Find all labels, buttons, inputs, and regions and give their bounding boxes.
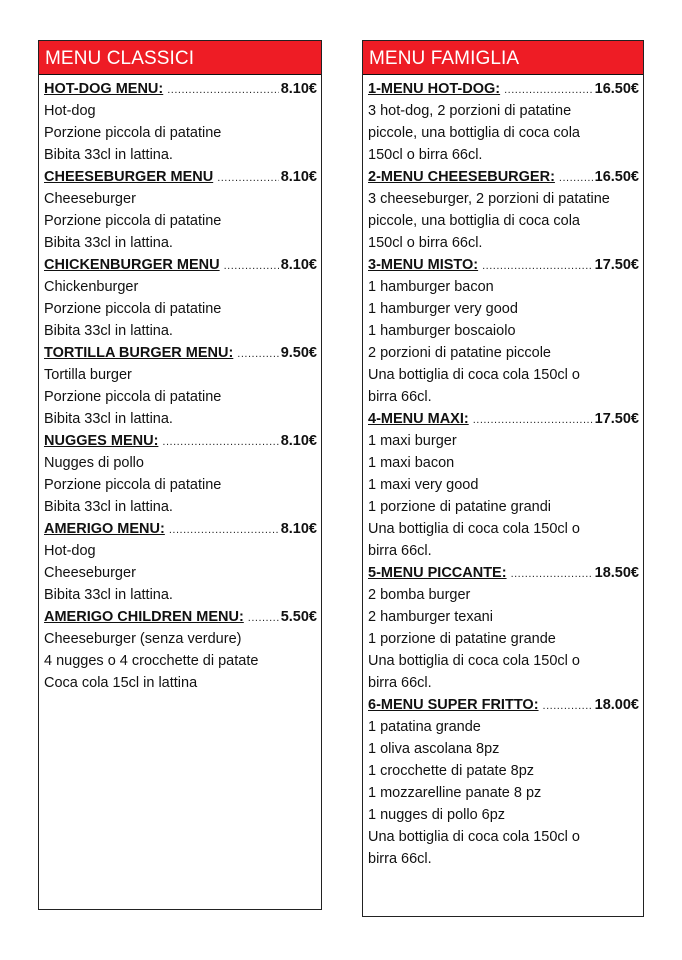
- menu-item-title: [368, 254, 639, 276]
- menu-item-price: 17.50€: [594, 411, 639, 427]
- menu-item-description: birra 66cl.: [368, 543, 432, 559]
- menu-item: [44, 342, 317, 430]
- menu-item-description: Bibita 33cl in lattina.: [44, 147, 173, 163]
- menu-item-description: Bibita 33cl in lattina.: [44, 411, 173, 427]
- menu-item: [368, 254, 639, 408]
- dot-leader: [162, 431, 278, 453]
- menu-item-description: Una bottiglia di coca cola 150cl o: [368, 653, 580, 669]
- menu-item-title: [44, 166, 317, 188]
- menu-item-price: 9.50€: [280, 345, 317, 361]
- menu-item: [368, 78, 639, 166]
- menu-item-description: Chickenburger: [44, 279, 139, 295]
- menu-item-name: 6-MENU SUPER FRITTO:: [368, 697, 539, 713]
- menu-item-name: AMERIGO MENU:: [44, 521, 165, 537]
- menu-item-price: 18.00€: [594, 697, 639, 713]
- menu-classici-header: MENU CLASSICI: [39, 41, 321, 75]
- menu-item-name: NUGGES MENU:: [44, 433, 159, 449]
- dot-leader: [482, 255, 593, 277]
- menu-item-description: 1 patatina grande: [368, 719, 481, 735]
- menu-item-name: 1-MENU HOT-DOG:: [368, 81, 501, 97]
- menu-item-description: 1 hamburger very good: [368, 301, 518, 317]
- menu-item-description: 2 porzioni di patatine piccole: [368, 345, 551, 361]
- menu-item-description: 4 nugges o 4 crocchette di patate: [44, 653, 259, 669]
- menu-item-name: 5-MENU PICCANTE:: [368, 565, 507, 581]
- menu-item-title: [368, 78, 639, 100]
- menu-item-description: Hot-dog: [44, 543, 96, 559]
- menu-item-title: [44, 518, 317, 540]
- menu-item-price: 18.50€: [594, 565, 639, 581]
- menu-item-description: 150cl o birra 66cl.: [368, 235, 483, 251]
- menu-item-title: [44, 254, 317, 276]
- menu-item-title: [44, 78, 317, 100]
- menu-item-price: 17.50€: [594, 257, 639, 273]
- menu-item: [368, 166, 639, 254]
- dot-leader: [237, 343, 278, 365]
- menu-item-description: 1 hamburger boscaiolo: [368, 323, 516, 339]
- menu-item-description: Bibita 33cl in lattina.: [44, 587, 173, 603]
- dot-leader: [169, 519, 279, 541]
- menu-item-name: 3-MENU MISTO:: [368, 257, 479, 273]
- menu-item-description: 1 hamburger bacon: [368, 279, 494, 295]
- menu-item-title: [368, 562, 639, 584]
- menu-item-description: 1 porzione di patatine grandi: [368, 499, 551, 515]
- menu-item-description: 1 maxi burger: [368, 433, 457, 449]
- menu-item-description: Porzione piccola di patatine: [44, 301, 222, 317]
- menu-item-description: 1 crocchette di patate 8pz: [368, 763, 535, 779]
- menu-item-title: [368, 694, 639, 716]
- menu-item: [368, 694, 639, 870]
- menu-item-description: 1 mozzarelline panate 8 pz: [368, 785, 542, 801]
- menu-item-description: Bibita 33cl in lattina.: [44, 235, 173, 251]
- menu-item-description: Una bottiglia di coca cola 150cl o: [368, 829, 580, 845]
- menu-famiglia-list: [363, 75, 643, 870]
- menu-item-title: [44, 342, 317, 364]
- menu-item-description: Hot-dog: [44, 103, 96, 119]
- menu-famiglia-panel: [362, 40, 644, 917]
- menu-item: [368, 562, 639, 694]
- menu-item-price: 5.50€: [280, 609, 317, 625]
- menu-item-description: Una bottiglia di coca cola 150cl o: [368, 521, 580, 537]
- menu-item-name: 4-MENU MAXI:: [368, 411, 469, 427]
- menu-item-name: CHEESEBURGER MENU: [44, 169, 214, 185]
- menu-item-description: 2 hamburger texani: [368, 609, 493, 625]
- menu-item-name: AMERIGO CHILDREN MENU:: [44, 609, 244, 625]
- menu-item-description: Una bottiglia di coca cola 150cl o: [368, 367, 580, 383]
- menu-item: [44, 606, 317, 694]
- menu-classici-panel: [38, 40, 322, 910]
- menu-item-description: 1 porzione di patatine grande: [368, 631, 556, 647]
- menu-item-description: 3 cheeseburger, 2 porzioni di patatine: [368, 191, 610, 207]
- dot-leader: [473, 409, 593, 431]
- menu-item-price: 8.10€: [280, 433, 317, 449]
- menu-item-description: 1 maxi bacon: [368, 455, 455, 471]
- menu-item-price: 16.50€: [594, 169, 639, 185]
- menu-item-description: 2 bomba burger: [368, 587, 471, 603]
- menu-item-description: Cheeseburger (senza verdure): [44, 631, 242, 647]
- menu-item: [44, 78, 317, 166]
- menu-item: [44, 518, 317, 606]
- menu-item: [44, 166, 317, 254]
- menu-item: [44, 254, 317, 342]
- menu-item-price: 8.10€: [280, 521, 317, 537]
- menu-item-title: [368, 166, 639, 188]
- menu-item: [368, 408, 639, 562]
- menu-item-description: Tortilla burger: [44, 367, 132, 383]
- menu-item-description: Porzione piccola di patatine: [44, 213, 222, 229]
- menu-item-description: 150cl o birra 66cl.: [368, 147, 483, 163]
- menu-item-description: birra 66cl.: [368, 851, 432, 867]
- menu-item-description: Cheeseburger: [44, 191, 136, 207]
- menu-item-title: [44, 606, 317, 628]
- dot-leader: [217, 167, 279, 189]
- menu-famiglia-header: MENU FAMIGLIA: [363, 41, 643, 75]
- menu-item-description: 1 oliva ascolana 8pz: [368, 741, 500, 757]
- dot-leader: [543, 695, 593, 717]
- menu-item-description: 3 hot-dog, 2 porzioni di patatine: [368, 103, 572, 119]
- menu-item-price: 8.10€: [280, 169, 317, 185]
- menu-item-description: 1 nugges di pollo 6pz: [368, 807, 506, 823]
- menu-item-description: Cheeseburger: [44, 565, 136, 581]
- menu-item-description: birra 66cl.: [368, 675, 432, 691]
- menu-item-description: Bibita 33cl in lattina.: [44, 323, 173, 339]
- menu-item-name: TORTILLA BURGER MENU:: [44, 345, 234, 361]
- dot-leader: [511, 563, 593, 585]
- menu-item-title: [368, 408, 639, 430]
- menu-item-name: HOT-DOG MENU:: [44, 81, 164, 97]
- menu-item: [44, 430, 317, 518]
- menu-item-description: Bibita 33cl in lattina.: [44, 499, 173, 515]
- menu-item-price: 8.10€: [280, 257, 317, 273]
- menu-item-description: Porzione piccola di patatine: [44, 477, 222, 493]
- menu-item-description: Nugges di pollo: [44, 455, 144, 471]
- menu-item-description: Porzione piccola di patatine: [44, 125, 222, 141]
- dot-leader: [167, 79, 278, 101]
- dot-leader: [248, 607, 279, 629]
- menu-classici-list: [39, 75, 321, 694]
- menu-item-description: Coca cola 15cl in lattina: [44, 675, 198, 691]
- menu-item-name: CHICKENBURGER MENU: [44, 257, 220, 273]
- menu-item-price: 16.50€: [594, 81, 639, 97]
- menu-item-title: [44, 430, 317, 452]
- dot-leader: [224, 255, 279, 277]
- menu-item-description: piccole, una bottiglia di coca cola: [368, 213, 580, 229]
- menu-item-name: 2-MENU CHEESEBURGER:: [368, 169, 555, 185]
- menu-item-description: birra 66cl.: [368, 389, 432, 405]
- dot-leader: [559, 167, 593, 189]
- menu-item-price: 8.10€: [280, 81, 317, 97]
- menu-item-description: Porzione piccola di patatine: [44, 389, 222, 405]
- menu-item-description: 1 maxi very good: [368, 477, 479, 493]
- dot-leader: [504, 79, 593, 101]
- menu-item-description: piccole, una bottiglia di coca cola: [368, 125, 580, 141]
